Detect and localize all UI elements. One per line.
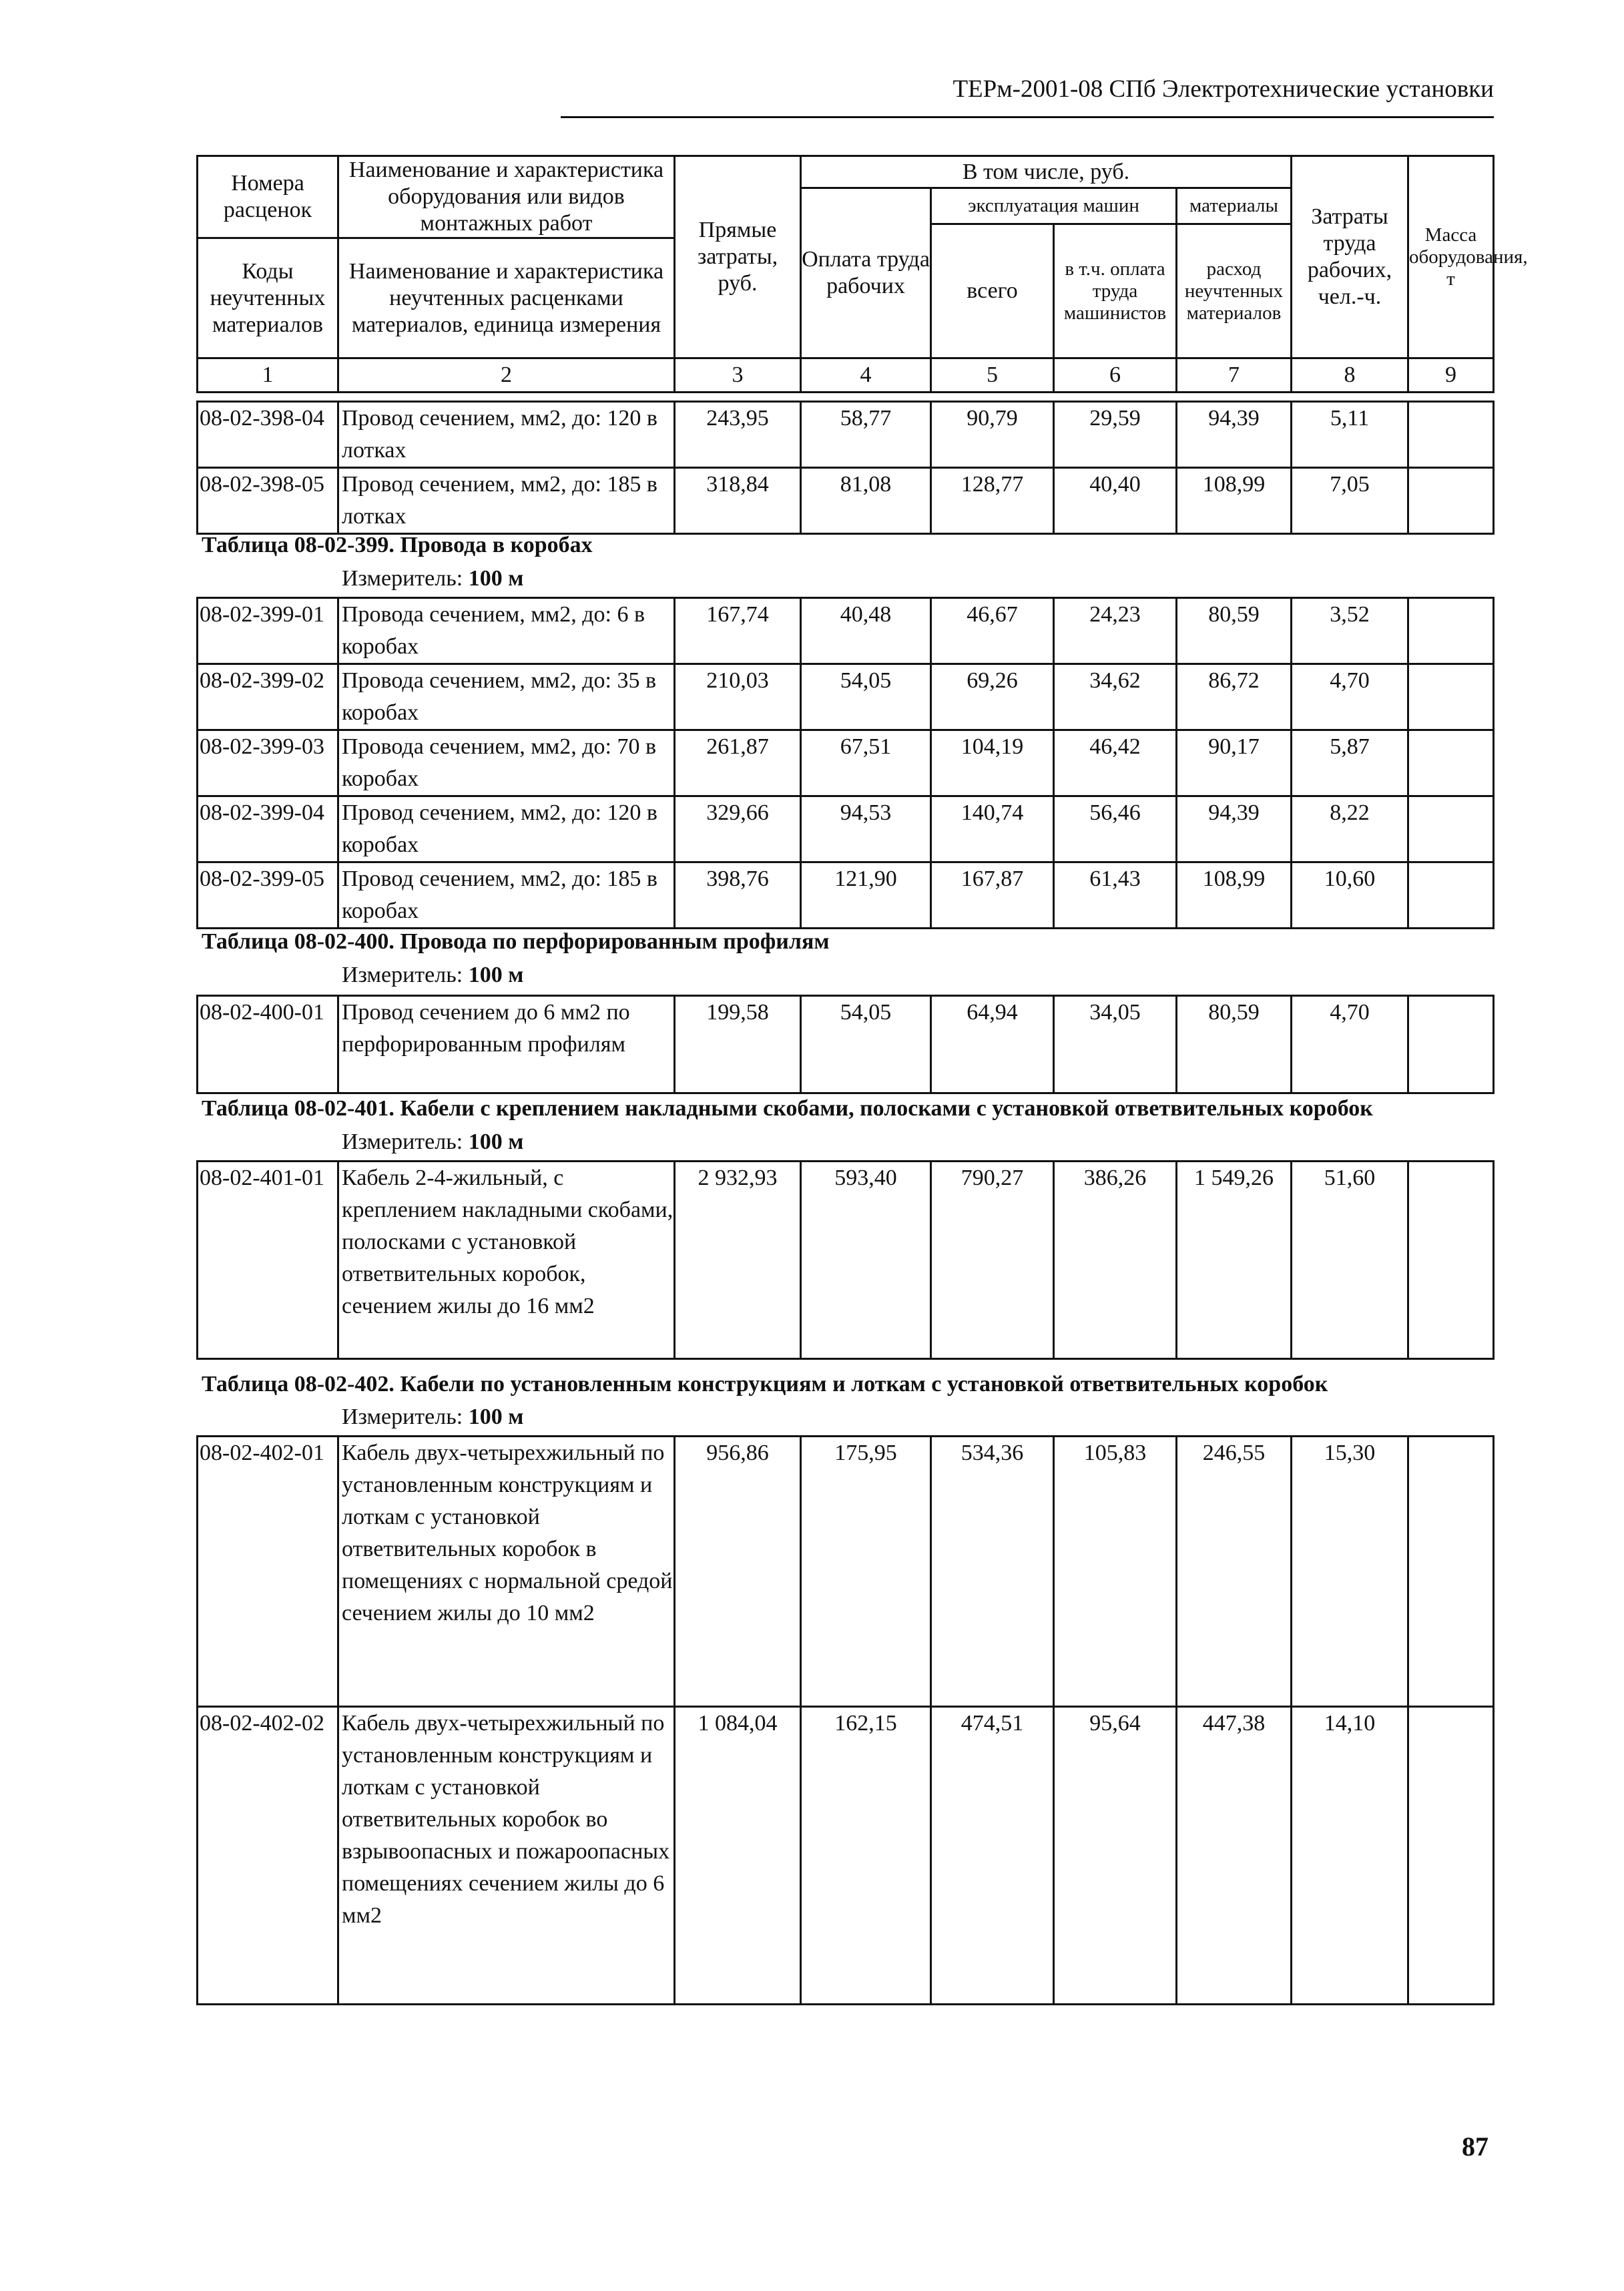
rate-code: 08-02-399-02: [198, 664, 338, 730]
table-row: [198, 862, 1494, 929]
unit-of-measure: Измеритель: 100 м: [342, 1129, 524, 1154]
labor-hours: 8,22: [1292, 796, 1408, 862]
operators-pay: 95,64: [1054, 1707, 1177, 2005]
workers-pay: 40,48: [801, 598, 931, 664]
equipment-mass: [1408, 1437, 1494, 1707]
rate-name: Кабель двух-четырехжильный по установленным конструкциям и лоткам с установкой ответвительных коробок в помещениях с нормальной средой сечением жилы до 10 мм2: [338, 1437, 675, 1707]
labor-hours: 51,60: [1292, 1162, 1408, 1359]
rate-code: 08-02-401-01: [198, 1162, 338, 1359]
workers-pay: 54,05: [801, 996, 931, 1093]
workers-pay: 593,40: [801, 1162, 931, 1359]
workers-pay: 54,05: [801, 664, 931, 730]
table-row: [198, 1162, 1494, 1359]
col-number: 6: [1054, 358, 1177, 393]
table-row: [198, 996, 1494, 1093]
table-title: Таблица 08-02-401. Кабели с креплением накладными скобами, полосками с установкой ответвительных коробок: [202, 1096, 1373, 1121]
col-machines-header: эксплуатация машин: [931, 188, 1177, 224]
machines-total: 104,19: [931, 730, 1054, 796]
rate-name: Провод сечением, мм2, до: 120 в лотках: [338, 402, 675, 468]
machines-total: 790,27: [931, 1162, 1054, 1359]
direct-costs: 329,66: [675, 796, 801, 862]
col-number: 1: [198, 358, 338, 393]
operators-pay: 40,40: [1054, 468, 1177, 534]
machines-total: 128,77: [931, 468, 1054, 534]
equipment-mass: [1408, 468, 1494, 534]
operators-pay: 61,43: [1054, 862, 1177, 929]
table-row: [198, 1437, 1494, 1707]
workers-pay: 162,15: [801, 1707, 931, 2005]
col-direct-costs-header: Прямые затраты, руб.: [675, 156, 801, 358]
operators-pay: 56,46: [1054, 796, 1177, 862]
labor-hours: 4,70: [1292, 996, 1408, 1093]
rate-name: Провод сечением, мм2, до: 185 в лотках: [338, 468, 675, 534]
unit-of-measure: Измеритель: 100 м: [342, 963, 524, 987]
machines-total: 69,26: [931, 664, 1054, 730]
equipment-mass: [1408, 402, 1494, 468]
machines-total: 140,74: [931, 796, 1054, 862]
operators-pay: 46,42: [1054, 730, 1177, 796]
col-name-header: Наименование и характеристика оборудования или видов монтажных работ: [338, 156, 675, 238]
unaccounted-materials: 94,39: [1177, 402, 1292, 468]
machines-total: 90,79: [931, 402, 1054, 468]
labor-hours: 4,70: [1292, 664, 1408, 730]
rate-name: Кабель двух-четырехжильный по установленным конструкциям и лоткам с установкой ответвительных коробок во взрывоопасных и пожароопасных помещениях сечением жилы до 6 мм2: [338, 1707, 675, 2005]
col-number: 3: [675, 358, 801, 393]
col-materials-header: материалы: [1177, 188, 1292, 224]
direct-costs: 318,84: [675, 468, 801, 534]
unaccounted-materials: 94,39: [1177, 796, 1292, 862]
labor-hours: 5,87: [1292, 730, 1408, 796]
unaccounted-materials: 447,38: [1177, 1707, 1292, 2005]
table-title: Таблица 08-02-399. Провода в коробах: [202, 533, 593, 557]
direct-costs: 1 084,04: [675, 1707, 801, 2005]
machines-total: 167,87: [931, 862, 1054, 929]
page-header: ТЕРм-2001-08 СПб Электротехнические установки: [953, 75, 1494, 103]
table-400: [196, 995, 1495, 1094]
direct-costs: 243,95: [675, 402, 801, 468]
unit-of-measure: Измеритель: 100 м: [342, 1405, 524, 1429]
table-row: [198, 664, 1494, 730]
equipment-mass: [1408, 796, 1494, 862]
col-material-name-header: Наименование и характеристика неучтенных расценками материалов, единица измерения: [338, 238, 675, 358]
direct-costs: 398,76: [675, 862, 801, 929]
workers-pay: 67,51: [801, 730, 931, 796]
rate-code: 08-02-398-04: [198, 402, 338, 468]
table-row: [198, 468, 1494, 534]
rate-code: 08-02-398-05: [198, 468, 338, 534]
col-number: 7: [1177, 358, 1292, 393]
operators-pay: 29,59: [1054, 402, 1177, 468]
col-number: 5: [931, 358, 1054, 393]
col-number: 9: [1408, 358, 1494, 393]
unaccounted-materials: 80,59: [1177, 996, 1292, 1093]
rate-code: 08-02-402-01: [198, 1437, 338, 1707]
unaccounted-materials: 86,72: [1177, 664, 1292, 730]
direct-costs: 167,74: [675, 598, 801, 664]
col-unaccounted-materials-header: расход неучтенных материалов: [1177, 224, 1292, 358]
operators-pay: 34,05: [1054, 996, 1177, 1093]
machines-total: 46,67: [931, 598, 1054, 664]
col-group-header: В том числе, руб.: [801, 156, 1292, 188]
operators-pay: 34,62: [1054, 664, 1177, 730]
machines-total: 64,94: [931, 996, 1054, 1093]
machines-total: 534,36: [931, 1437, 1054, 1707]
workers-pay: 121,90: [801, 862, 931, 929]
rate-name: Провод сечением до 6 мм2 по перфорированным профилям: [338, 996, 675, 1093]
equipment-mass: [1408, 862, 1494, 929]
col-workers-pay-header: Оплата труда рабочих: [801, 188, 931, 358]
rate-name: Провод сечением, мм2, до: 120 в коробах: [338, 796, 675, 862]
col-material-codes-header: Коды неучтенных материалов: [198, 238, 338, 358]
unaccounted-materials: 80,59: [1177, 598, 1292, 664]
operators-pay: 386,26: [1054, 1162, 1177, 1359]
unaccounted-materials: 1 549,26: [1177, 1162, 1292, 1359]
page-number: 87: [1462, 2131, 1488, 2161]
direct-costs: 261,87: [675, 730, 801, 796]
labor-hours: 3,52: [1292, 598, 1408, 664]
equipment-mass: [1408, 1707, 1494, 2005]
rate-name: Кабель 2-4-жильный, с креплением накладными скобами, полосками с установкой ответвительных коробок, сечением жилы до 16 мм2: [338, 1162, 675, 1359]
table-398: [196, 401, 1495, 535]
rate-name: Провода сечением, мм2, до: 70 в коробах: [338, 730, 675, 796]
table-title: Таблица 08-02-402. Кабели по установленным конструкциям и лоткам с установкой ответвительных коробок: [202, 1372, 1328, 1396]
table-row: [198, 598, 1494, 664]
equipment-mass: [1408, 996, 1494, 1093]
table-row: [198, 402, 1494, 468]
labor-hours: 14,10: [1292, 1707, 1408, 2005]
col-number: 4: [801, 358, 931, 393]
unaccounted-materials: 246,55: [1177, 1437, 1292, 1707]
rate-code: 08-02-399-03: [198, 730, 338, 796]
unit-of-measure: Измеритель: 100 м: [342, 566, 524, 591]
table-399: [196, 597, 1495, 929]
workers-pay: 175,95: [801, 1437, 931, 1707]
rate-name: Провода сечением, мм2, до: 35 в коробах: [338, 664, 675, 730]
table-title: Таблица 08-02-400. Провода по перфорированным профилям: [202, 929, 830, 954]
workers-pay: 58,77: [801, 402, 931, 468]
table-row: [198, 1707, 1494, 2005]
table-row: [198, 796, 1494, 862]
col-operators-pay-header: в т.ч. оплата труда машинистов: [1054, 224, 1177, 358]
rate-code: 08-02-399-01: [198, 598, 338, 664]
unaccounted-materials: 90,17: [1177, 730, 1292, 796]
col-machines-total-header: всего: [931, 224, 1054, 358]
rate-code: 08-02-402-02: [198, 1707, 338, 2005]
labor-hours: 10,60: [1292, 862, 1408, 929]
direct-costs: 210,03: [675, 664, 801, 730]
table-row: [198, 730, 1494, 796]
equipment-mass: [1408, 1162, 1494, 1359]
rate-code: 08-02-399-04: [198, 796, 338, 862]
rate-name: Провода сечением, мм2, до: 6 в коробах: [338, 598, 675, 664]
workers-pay: 81,08: [801, 468, 931, 534]
labor-hours: 15,30: [1292, 1437, 1408, 1707]
operators-pay: 105,83: [1054, 1437, 1177, 1707]
column-header-table: [196, 155, 1528, 393]
rate-name: Провод сечением, мм2, до: 185 в коробах: [338, 862, 675, 929]
unaccounted-materials: 108,99: [1177, 862, 1292, 929]
direct-costs: 2 932,93: [675, 1162, 801, 1359]
direct-costs: 199,58: [675, 996, 801, 1093]
rate-code: 08-02-399-05: [198, 862, 338, 929]
table-401: [196, 1160, 1495, 1360]
col-labor-hours-header: Затраты труда рабочих, чел.-ч.: [1292, 156, 1408, 358]
equipment-mass: [1408, 730, 1494, 796]
equipment-mass: [1408, 598, 1494, 664]
col-number: 8: [1292, 358, 1408, 393]
machines-total: 474,51: [931, 1707, 1054, 2005]
operators-pay: 24,23: [1054, 598, 1177, 664]
direct-costs: 956,86: [675, 1437, 801, 1707]
col-number: 2: [338, 358, 675, 393]
unaccounted-materials: 108,99: [1177, 468, 1292, 534]
labor-hours: 7,05: [1292, 468, 1408, 534]
equipment-mass: [1408, 664, 1494, 730]
workers-pay: 94,53: [801, 796, 931, 862]
col-equipment-mass-header: Масса оборудования, т: [1408, 156, 1494, 358]
header-rule: [561, 116, 1494, 118]
labor-hours: 5,11: [1292, 402, 1408, 468]
table-402: [196, 1435, 1495, 2005]
rate-code: 08-02-400-01: [198, 996, 338, 1093]
col-rate-numbers-header: Номера расценок: [198, 156, 338, 238]
